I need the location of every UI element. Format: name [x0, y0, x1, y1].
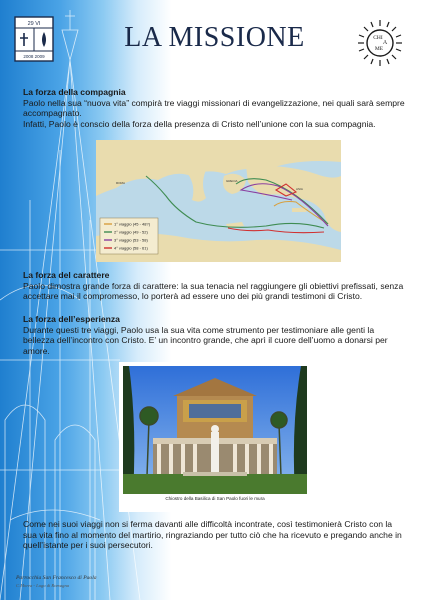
- legend-item-2: 2° viaggio (49 - 52): [114, 229, 148, 235]
- section-heading: La forza dell’esperienza: [23, 314, 120, 324]
- section-paragraph: Infatti, Paolo è conscio della forza della presenza di Cristo nell’unione con la sua compagnia.: [23, 118, 376, 129]
- map-legend: [100, 218, 158, 254]
- logo-text-chi: CHI: [373, 35, 383, 41]
- logo-text-a: A: [382, 40, 388, 46]
- svg-text:ASIA: ASIA: [296, 187, 303, 191]
- emblem-bottom-text: 2008 2009: [23, 54, 45, 59]
- chi-a-me-logo: [349, 18, 411, 68]
- logo-text-me: ME: [374, 46, 384, 52]
- basilica-photo-frame: [119, 362, 311, 512]
- closing-paragraph: Come nei suoi viaggi non si ferma davanti alle difficoltà incontrate, così testimonierà Cristo con la sua vita fino al momento del martirio, ringraziando per tutto ciò che ha ricevuto e pregando anche in quell’istante per i suoi persecutori.: [23, 519, 402, 551]
- basilica-photo: [123, 366, 307, 494]
- svg-text:GRECIA: GRECIA: [226, 179, 238, 183]
- section-paragraph: Paolo dimostra grande forza di carattere: la sua tenacia nel raggiungere gli obiettivi prefissati, senza accettare mai il compromesso, lo porterà ad essere uno dei più grandi testimoni di Cristo.: [23, 280, 404, 302]
- section-esperienza: [23, 314, 407, 356]
- footer-parish-name: Parrocchia San Francesco di Paola: [16, 575, 97, 581]
- section-closing: [23, 519, 407, 551]
- emblem-top-text: 29 VI: [27, 21, 41, 27]
- svg-text:ROMA: ROMA: [116, 181, 125, 185]
- page-title: LA MISSIONE: [124, 22, 305, 53]
- section-paragraph: Paolo nella sua “nuova vita” compirà tre viaggi missionari di evangelizzazione, nei quali sarà sempre accompagnato.: [23, 97, 405, 119]
- section-paragraph: Durante questi tre viaggi, Paolo usa la sua vita come strumento per testimoniare alle genti la bellezza dell’incontro con Cristo. E’ un incontro grande, che aprì il cuore dell’uomo a donarsi per amore.: [23, 324, 388, 356]
- legend-item-1: 1° viaggio (45 - 48?): [114, 221, 151, 227]
- parish-footer: [16, 574, 97, 590]
- section-compagnia: [23, 87, 407, 129]
- section-heading: La forza del carattere: [23, 270, 110, 280]
- legend-item-3: 3° viaggio (53 - 58): [114, 237, 148, 243]
- photo-caption: Chiostro della Basilica di San Paolo fuori le mura: [165, 496, 265, 501]
- missionary-journeys-map: [96, 140, 341, 262]
- section-heading: La forza della compagnia: [23, 87, 126, 97]
- legend-item-4: 4° viaggio (58 - 61): [114, 245, 148, 251]
- footer-location: C.Morea - Lugo di Romagna: [16, 583, 70, 588]
- section-carattere: [23, 270, 407, 302]
